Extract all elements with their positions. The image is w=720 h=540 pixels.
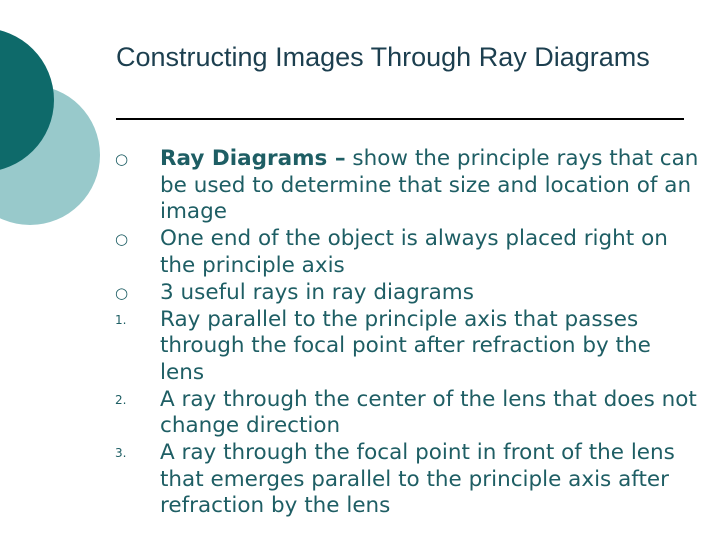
hollow-circle-bullet-icon: ○ [115,283,129,302]
list-item [100,280,700,307]
list-number: 2. [115,392,127,407]
list-item [100,387,700,440]
list-number: 1. [115,312,127,327]
list-item-bold: Ray Diagrams – [160,146,346,171]
list-number: 3. [115,446,127,461]
list-item-body: show the principle rays that can be used to determine that size and location of an image [160,146,699,225]
list-item-text: One end of the object is always placed right on the principle axis [160,226,668,278]
list-item-text [160,146,700,226]
list-item [100,146,700,226]
bullet-list [100,146,700,520]
list-item [100,226,700,279]
hollow-circle-bullet-icon: ○ [115,230,129,249]
slide-title: Constructing Images Through Ray Diagrams [116,42,650,72]
title-divider [116,118,684,120]
decorative-circles [0,0,110,260]
list-item-text: Ray parallel to the principle axis that passes through the focal point after refraction by the lens [160,306,651,385]
list-item-text: A ray through the center of the lens that does not change direction [160,386,697,439]
list-item [100,440,700,520]
list-item-text: 3 useful rays in ray diagrams [160,279,474,305]
hollow-circle-bullet-icon: ○ [115,150,129,168]
list-item [100,307,700,387]
list-item-text: A ray through the focal point in front of the lens that emerges parallel to the principle axis after refraction by the lens [160,440,675,519]
